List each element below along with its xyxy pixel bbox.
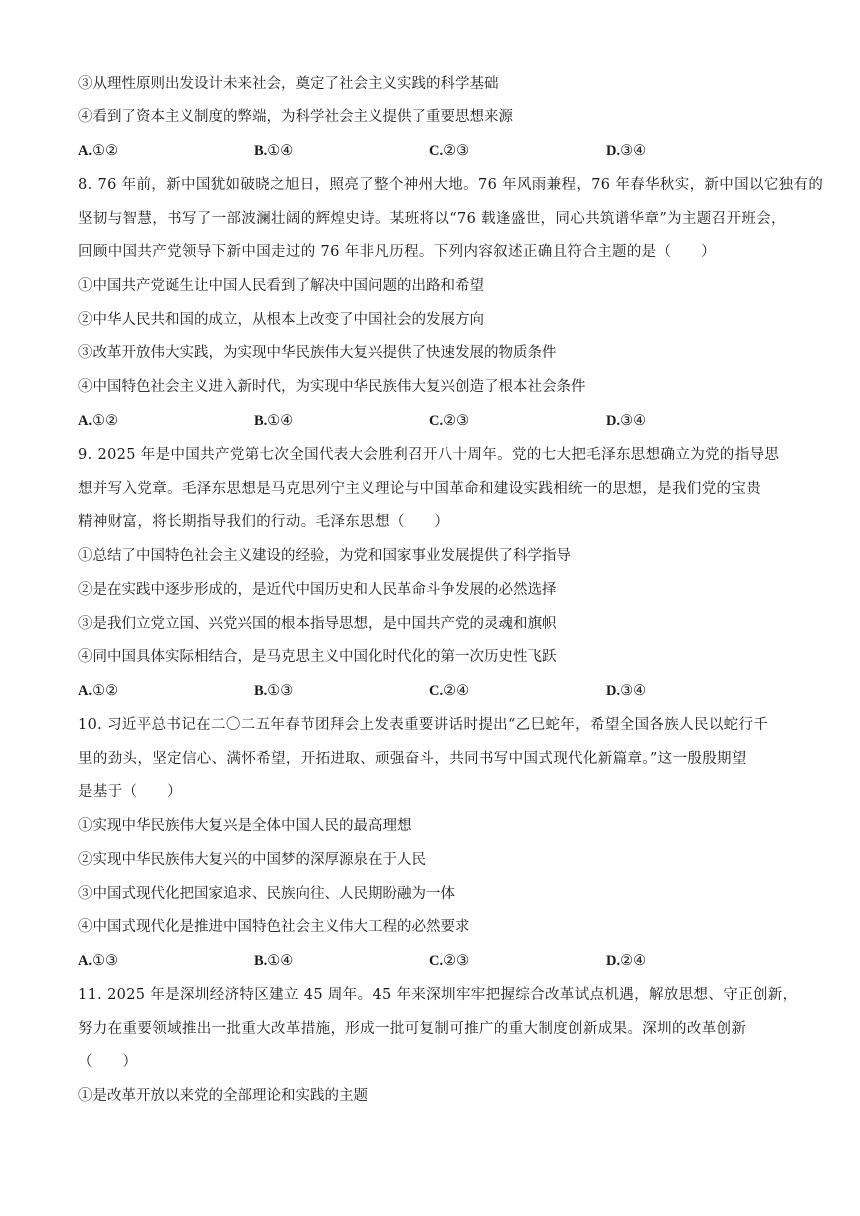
q11-stem-line-1: 11. 2025 年是深圳经济特区建立 45 周年。45 年来深圳牢牢把握综合改革试点机遇，解放思想、守正创新， [78,987,798,1003]
choice-letter: D. [606,143,621,159]
q10-stem-line-2: 里的劲头，坚定信心、满怀希望，开拓进取、顽强奋斗，共同书写中国式现代化新篇章。”这一殷殷期望 [78,751,747,767]
q10-option-2: ②实现中华民族伟大复兴的中国梦的深厚源泉在于人民 [78,852,426,868]
choice-letter: B. [254,143,268,159]
q9-option-4: ④同中国具体实际相结合，是马克思主义中国化时代化的第一次历史性飞跃 [78,649,557,665]
q7-choice-d[interactable] [606,141,646,161]
q7-option-3: ③从理性原则出发设计未来社会，奠定了社会主义实践的科学基础 [78,76,499,92]
choice-text: ①② [92,413,119,429]
choice-text: ②④ [443,683,470,699]
choice-letter: D. [606,953,621,969]
choice-text: ②④ [620,953,647,969]
q10-stem-line-1: 10. 习近平总书记在二〇二五年春节团拜会上发表重要讲话时提出“乙巳蛇年，希望全国各族人民以蛇行千 [78,717,769,733]
q8-option-3: ③改革开放伟大实践，为实现中华民族伟大复兴提供了快速发展的物质条件 [78,345,557,361]
choice-text: ③④ [620,413,647,429]
q9-option-1: ①总结了中国特色社会主义建设的经验，为党和国家事业发展提供了科学指导 [78,548,571,564]
choice-letter: C. [429,413,444,429]
choice-text: ①④ [267,143,294,159]
q11-option-1: ①是改革开放以来党的全部理论和实践的主题 [78,1088,368,1104]
q8-choice-a[interactable] [78,411,118,431]
choice-text: ①③ [92,953,119,969]
q8-option-2: ②中华人民共和国的成立，从根本上改变了中国社会的发展方向 [78,312,484,328]
choice-letter: C. [429,143,444,159]
q7-choice-b[interactable] [254,141,293,161]
choice-letter: C. [429,953,444,969]
choice-text: ②③ [443,953,470,969]
q10-choice-b[interactable] [254,951,293,971]
q10-stem-line-3: 是基于（ ） [78,784,182,800]
q9-choices [78,681,798,701]
choice-letter: A. [78,683,93,699]
choice-letter: C. [429,683,444,699]
q7-choice-a[interactable] [78,141,118,161]
q9-stem-line-3: 精神财富，将长期指导我们的行动。毛泽东思想（ ） [78,514,450,530]
choice-text: ①② [92,143,119,159]
choice-letter: A. [78,413,93,429]
choice-text: ①④ [267,953,294,969]
choice-letter: D. [606,413,621,429]
q9-option-2: ②是在实践中逐步形成的，是近代中国历史和人民革命斗争发展的必然选择 [78,582,557,598]
choice-text: ②③ [443,413,470,429]
choice-letter: D. [606,683,621,699]
q9-stem-line-2: 想并写入党章。毛泽东思想是马克思列宁主义理论与中国革命和建设实践相统一的思想，是我们党的宝贵 [78,481,762,497]
q7-choices [78,141,798,161]
q10-choice-d[interactable] [606,951,646,971]
choice-text: ①④ [267,413,294,429]
q10-choices [78,951,798,971]
q7-option-4: ④看到了资本主义制度的弊端，为科学社会主义提供了重要思想来源 [78,109,513,125]
choice-letter: A. [78,953,93,969]
q8-stem-line-2: 坚韧与智慧，书写了一部波澜壮阔的辉煌史诗。某班将以“76 载逢盛世，同心共筑谱华章”为主题召开班会， [78,211,786,227]
q9-stem-line-1: 9. 2025 年是中国共产党第七次全国代表大会胜利召开八十周年。党的七大把毛泽东思想确立为党的指导思 [78,447,780,463]
q8-choice-b[interactable] [254,411,293,431]
q7-choice-c[interactable] [429,141,469,161]
q8-choices [78,411,798,431]
q9-choice-b[interactable] [254,681,293,701]
choice-text: ②③ [443,143,470,159]
q9-choice-a[interactable] [78,681,118,701]
choice-letter: B. [254,953,268,969]
q8-stem-line-1: 8. 76 年前，新中国犹如破晓之旭日，照亮了整个神州大地。76 年风雨兼程，76 年春华秋实，新中国以它独有的 [78,177,824,193]
q10-option-3: ③中国式现代化把国家追求、民族向往、人民期盼融为一体 [78,886,455,902]
q10-option-1: ①实现中华民族伟大复兴是全体中国人民的最高理想 [78,818,412,834]
q8-choice-c[interactable] [429,411,469,431]
choice-letter: B. [254,413,268,429]
q8-option-1: ①中国共产党诞生让中国人民看到了解决中国问题的出路和希望 [78,278,484,294]
q11-stem-line-3: （ ） [78,1054,138,1070]
q8-option-4: ④中国特色社会主义进入新时代，为实现中华民族伟大复兴创造了根本社会条件 [78,379,586,395]
q9-option-3: ③是我们立党立国、兴党兴国的根本指导思想，是中国共产党的灵魂和旗帜 [78,616,557,632]
q10-choice-a[interactable] [78,951,118,971]
q8-choice-d[interactable] [606,411,646,431]
q10-option-4: ④中国式现代化是推进中国特色社会主义伟大工程的必然要求 [78,919,470,935]
choice-text: ①③ [267,683,294,699]
choice-letter: B. [254,683,268,699]
choice-letter: A. [78,143,93,159]
q10-choice-c[interactable] [429,951,469,971]
choice-text: ③④ [620,683,647,699]
q11-stem-line-2: 努力在重要领域推出一批重大改革措施，形成一批可复制可推广的重大制度创新成果。深圳的改革创新 [78,1021,747,1037]
q9-choice-d[interactable] [606,681,646,701]
q8-stem-line-3: 回顾中国共产党领导下新中国走过的 76 年非凡历程。下列内容叙述正确且符合主题的是（ ） [78,244,716,260]
choice-text: ③④ [620,143,647,159]
q9-choice-c[interactable] [429,681,469,701]
choice-text: ①② [92,683,119,699]
